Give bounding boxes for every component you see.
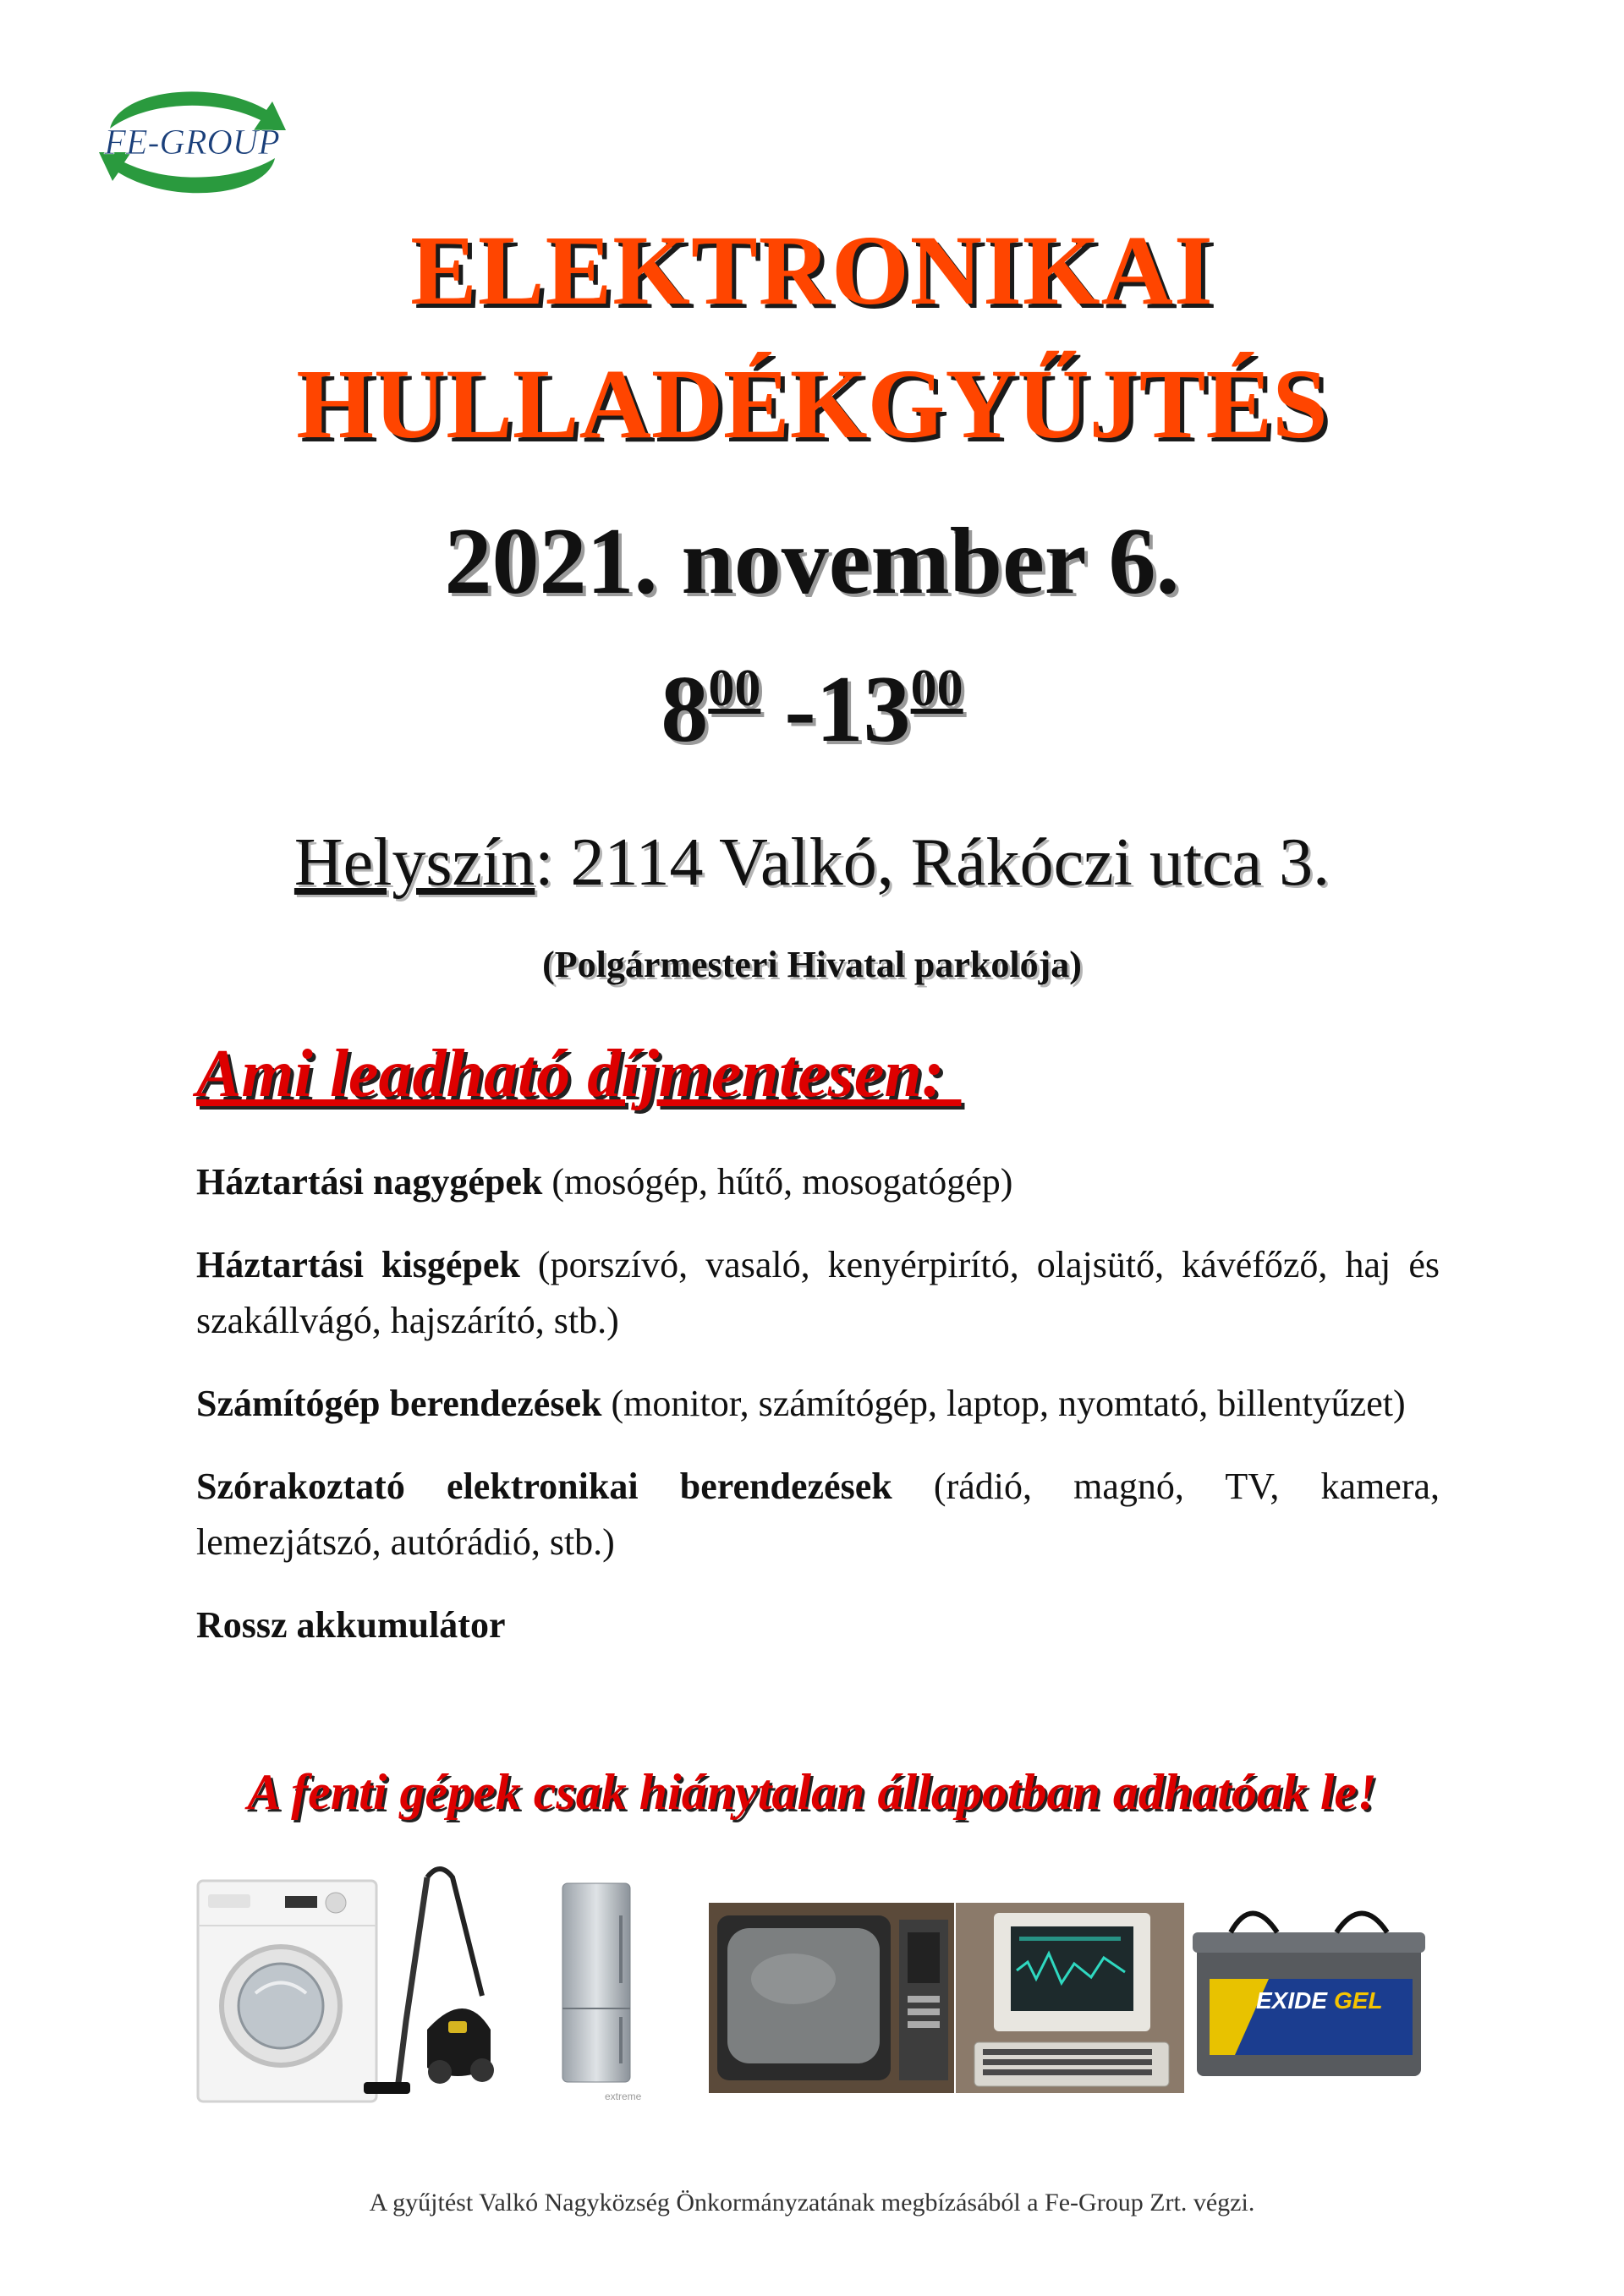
start-minutes: 00 bbox=[708, 660, 761, 717]
fridge-watermark: extreme bbox=[605, 2091, 642, 2102]
location-label: Helyszín bbox=[294, 825, 535, 900]
event-time bbox=[0, 655, 1624, 764]
location-note: (Polgármesteri Hivatal parkolója) bbox=[542, 944, 1082, 985]
item-category: Háztartási kisgépek bbox=[196, 1244, 520, 1285]
list-item bbox=[196, 1154, 1440, 1210]
battery-image bbox=[1188, 1899, 1429, 2089]
fe-group-logo bbox=[85, 78, 300, 205]
item-category: Szórakoztató elektronikai berendezések bbox=[196, 1466, 892, 1507]
computer-image bbox=[956, 1903, 1184, 2093]
start-hour: 8 bbox=[661, 657, 709, 762]
location bbox=[0, 825, 1624, 901]
title-line-1: ELEKTRONIKAI bbox=[410, 215, 1214, 326]
tv-image bbox=[709, 1903, 954, 2093]
battery-type: GEL bbox=[1334, 1987, 1383, 2014]
item-detail: (rádió, magnó, TV, kamera, lemezjátszó, autórádió, stb.) bbox=[196, 1466, 1440, 1563]
accepted-items-list bbox=[196, 1154, 1440, 1680]
item-category: Rossz akkumulátor bbox=[196, 1604, 506, 1646]
end-hour: 13 bbox=[815, 657, 911, 762]
item-detail: (porszívó, vasaló, kenyérpirító, olajsütő, kávéfőző, haj és szakállvágó, hajszárító, stb.) bbox=[196, 1244, 1440, 1341]
condition-warning: A fenti gépek csak hiánytalan állapotban adhatóak le! bbox=[247, 1764, 1377, 1820]
event-date: 2021. november 6. bbox=[444, 509, 1180, 614]
location-address: : 2114 Valkó, Rákóczi utca 3. bbox=[535, 825, 1330, 900]
vacuum-cleaner-image bbox=[347, 1860, 503, 2106]
battery-brand: EXIDE bbox=[1256, 1987, 1328, 2014]
logo-text: FE-GROUP bbox=[104, 123, 280, 162]
list-item bbox=[196, 1597, 1440, 1653]
time-separator: - bbox=[784, 657, 816, 762]
title-line-2: HULLADÉKGYŰJTÉS bbox=[296, 348, 1328, 459]
list-item bbox=[196, 1237, 1440, 1349]
fridge-image bbox=[558, 1882, 643, 2110]
list-item bbox=[196, 1376, 1440, 1432]
free-items-heading: Ami leadható díjmentesen: bbox=[196, 1037, 962, 1111]
list-item bbox=[196, 1459, 1440, 1570]
item-category: Háztartási nagygépek bbox=[196, 1161, 543, 1203]
item-detail: (monitor, számítógép, laptop, nyomtató, billentyűzet) bbox=[601, 1383, 1406, 1424]
item-category: Számítógép berendezések bbox=[196, 1383, 602, 1424]
appliance-images bbox=[0, 1860, 1624, 2114]
end-minutes: 00 bbox=[910, 660, 963, 717]
item-detail: (mosógép, hűtő, mosogatógép) bbox=[542, 1161, 1013, 1203]
footer-note: A gyűjtést Valkó Nagyközség Önkormányzatának megbízásából a Fe-Group Zrt. végzi. bbox=[369, 2189, 1255, 2217]
